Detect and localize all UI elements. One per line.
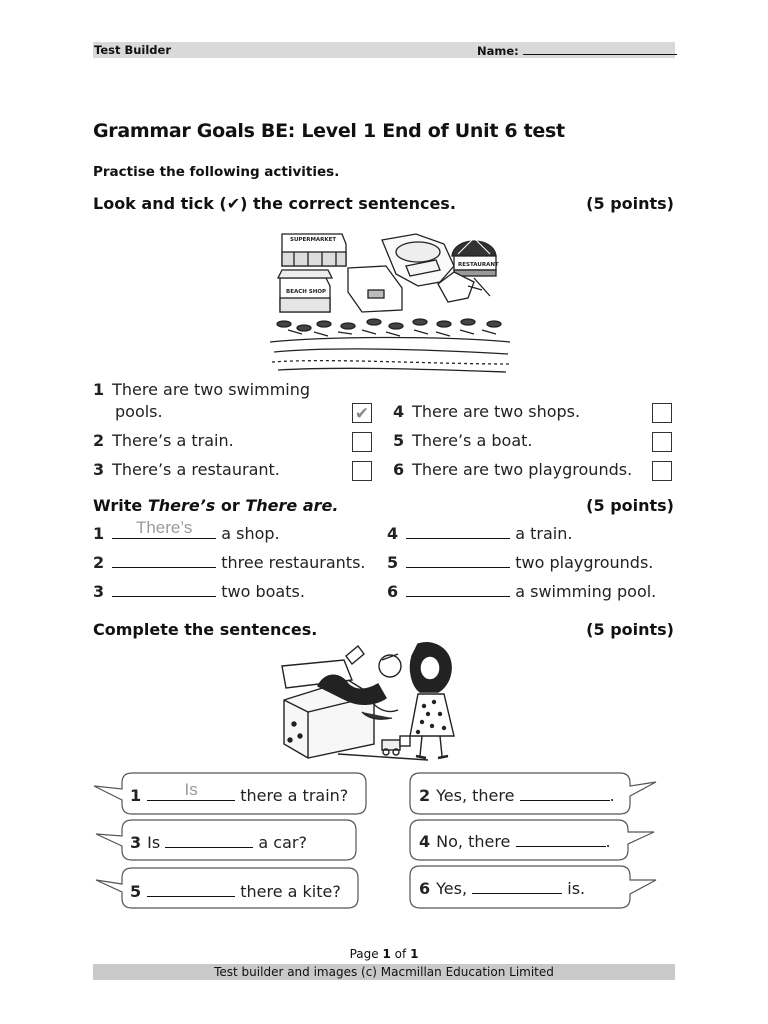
tick-item-5: 5 There’s a boat. [393,431,533,450]
bubble-sentence-4: 4 No, there . [419,832,611,851]
bubble-blank-6[interactable] [472,879,562,894]
section3-heading: Complete the sentences. [93,620,318,639]
write-item-5: 5 two playgrounds. [387,553,654,572]
tick-item-6: 6 There are two playgrounds. [393,460,633,479]
section2-points: (5 points) [586,496,674,515]
page-number: Page 1 of 1 [349,947,419,961]
write-item-4: 4 a train. [387,524,573,543]
tick-mark: ✔ [354,404,370,424]
bubble-sentence-1: 1 Is there a train? [130,780,349,805]
section1-points: (5 points) [586,194,674,213]
sign-beach-shop: BEACH SHOP [286,289,327,295]
write-item-2: 2 three restaurants. [93,553,366,572]
section1-heading: Look and tick (✔) the correct sentences. [93,194,456,213]
bubble-sentence-2: 2 Yes, there . [419,786,615,805]
section2-heading: Write There’s or There are. [93,496,339,515]
tick-item-2: 2 There’s a train. [93,431,234,450]
bubble-blank-2[interactable] [520,786,610,801]
tick-item-3: 3 There’s a restaurant. [93,460,280,479]
bubble-blank-1[interactable]: Is [147,786,235,801]
write-item-3: 3 two boats. [93,582,305,601]
name-label: Name: [477,44,519,58]
footer-credit: Test builder and images (c) Macmillan Education Limited [214,965,554,979]
write-item-6: 6 a swimming pool. [387,582,657,601]
tick-item-1-line2: pools. [115,402,163,421]
section3-points: (5 points) [586,620,674,639]
answer-blank-1[interactable]: There’s [112,524,216,539]
bubble-blank-4[interactable] [516,832,606,847]
write-item-1: 1 There’s a shop. [93,518,280,543]
sign-restaurant: RESTAURANT [458,262,499,268]
tick-item-1: 1 There are two swimming [93,380,311,399]
bubble-blank-5[interactable] [147,882,235,897]
page-title: Grammar Goals BE: Level 1 End of Unit 6 test [93,120,565,142]
page-subtitle: Practise the following activities. [93,164,340,180]
bubble-sentence-5: 5 there a kite? [130,882,341,901]
bubble-blank-3[interactable] [165,833,253,848]
sign-supermarket: SUPERMARKET [290,237,337,243]
bubble-sentence-6: 6 Yes, is. [419,879,586,898]
bubble-sentence-3: 3 Is a car? [130,833,307,852]
header-app-name: Test Builder [94,43,172,57]
tick-item-4: 4 There are two shops. [393,402,581,421]
